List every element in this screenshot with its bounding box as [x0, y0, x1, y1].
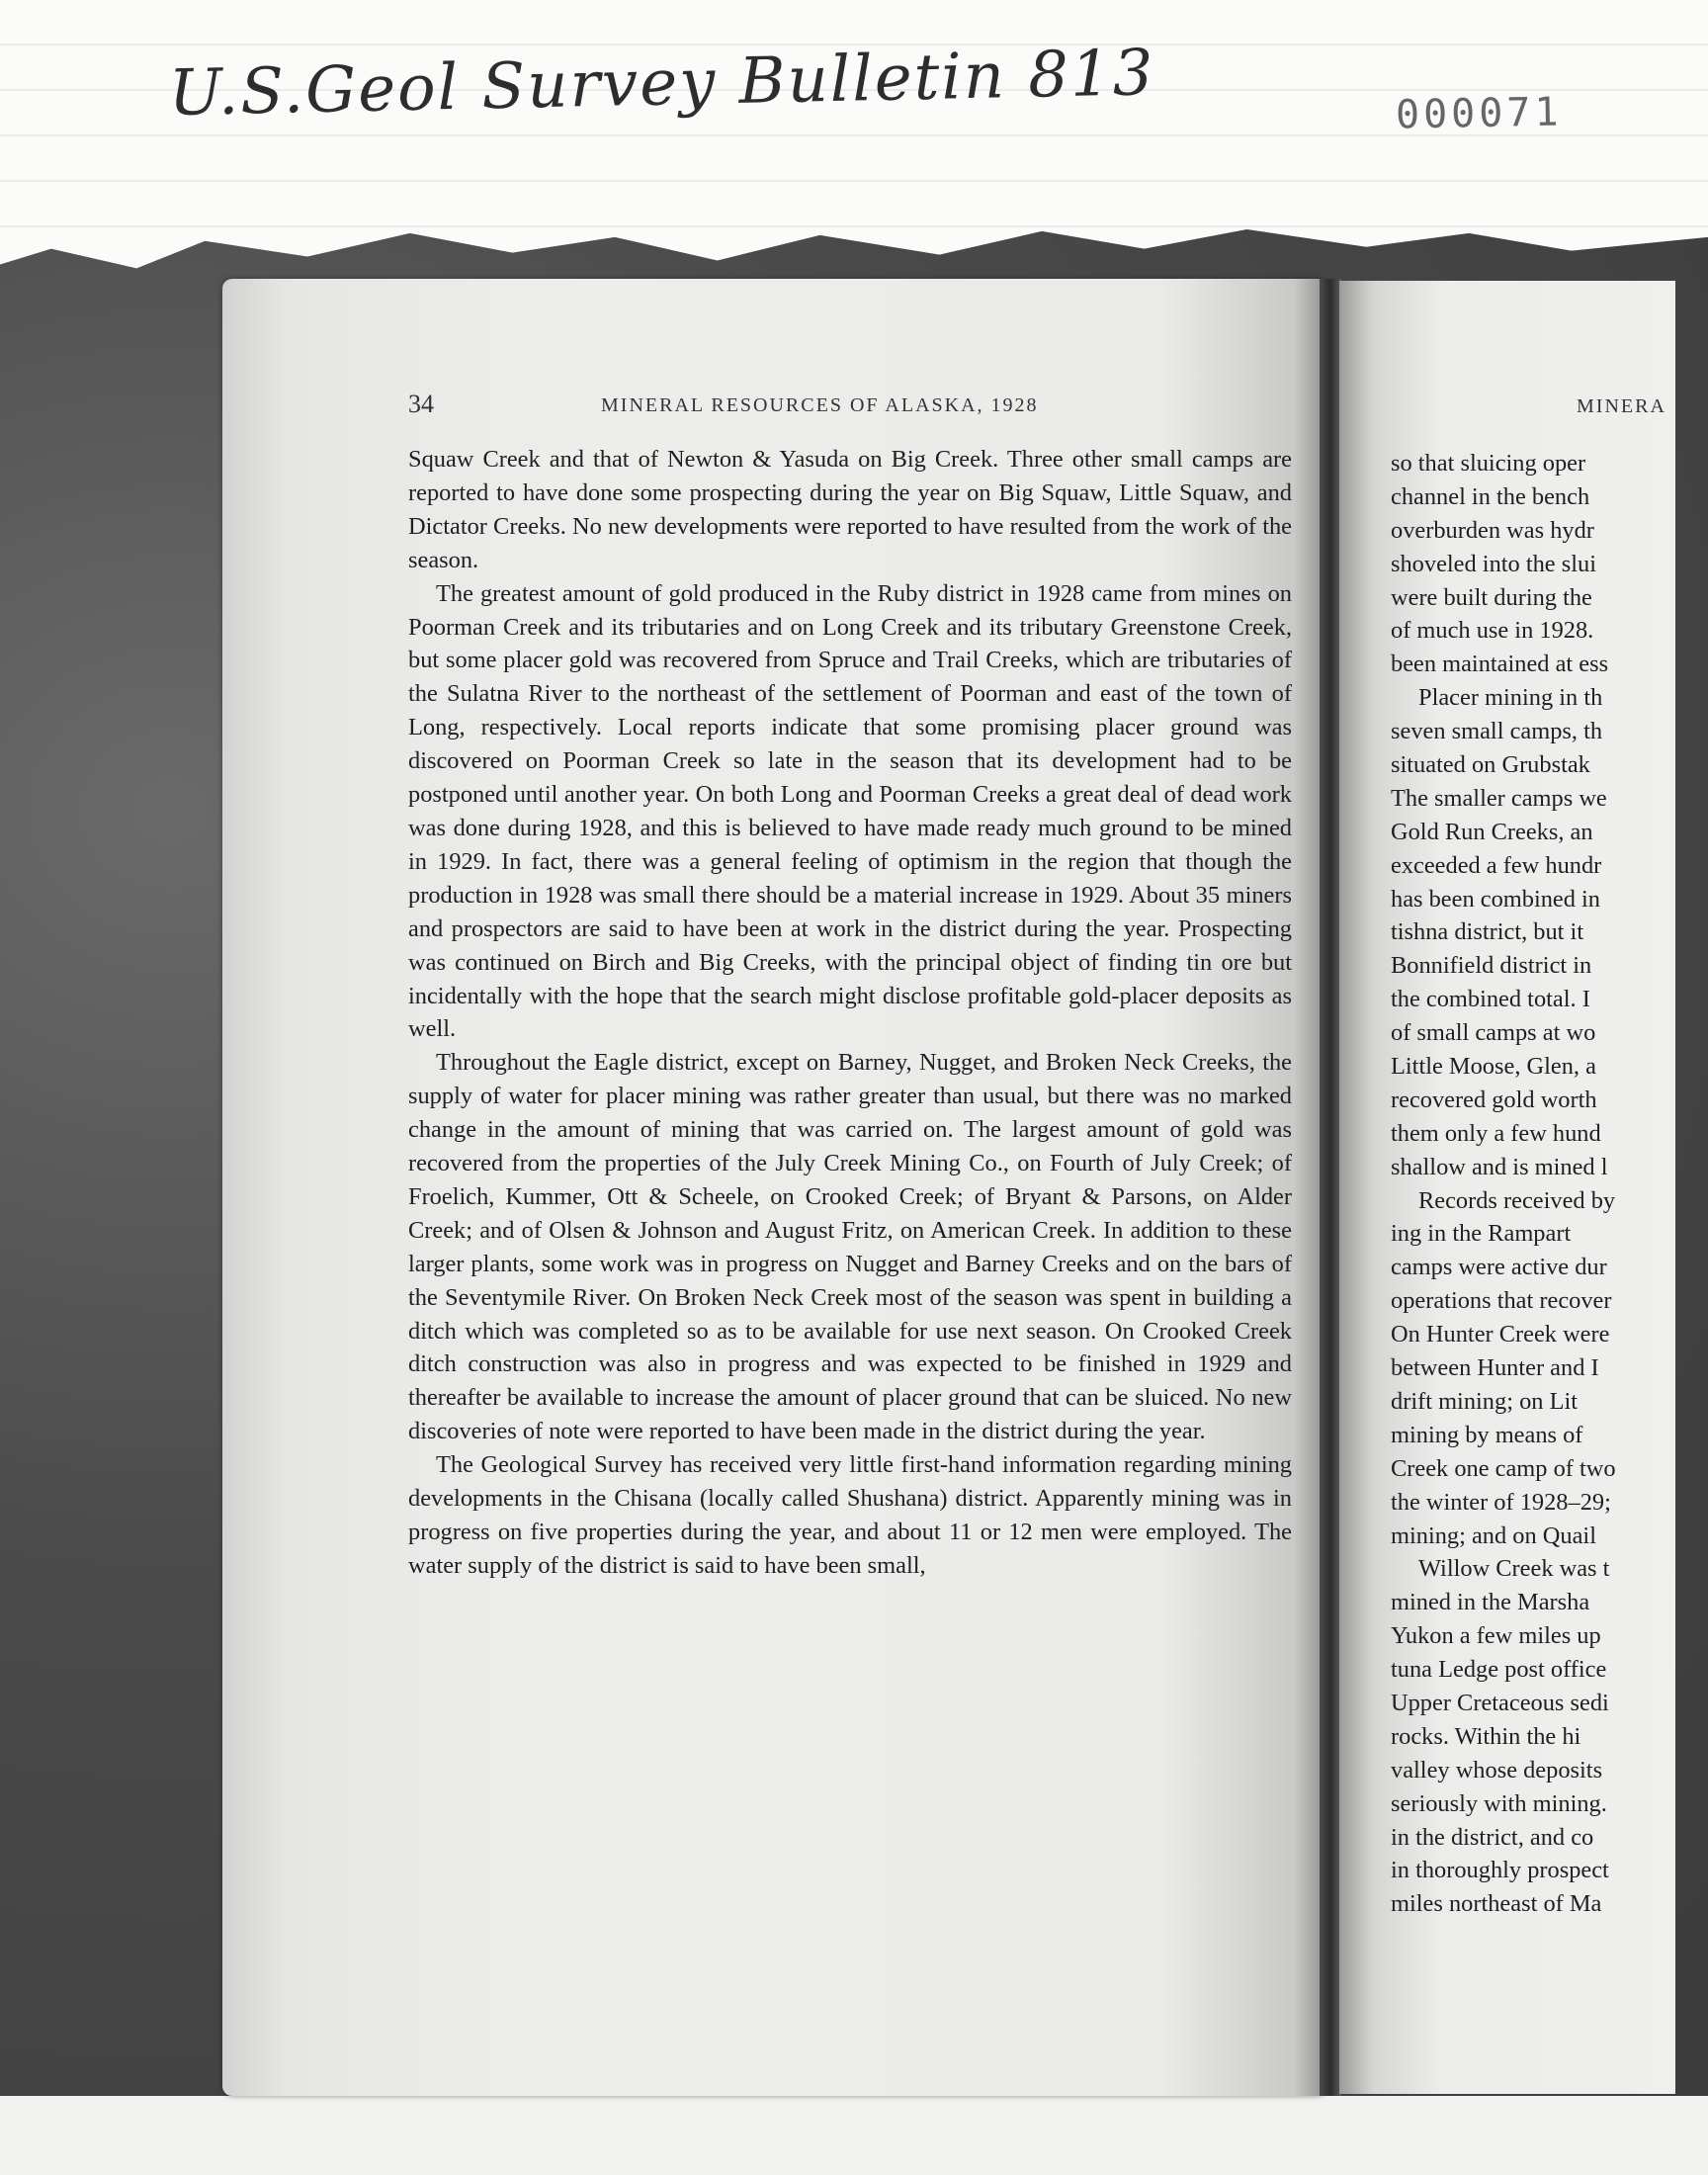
running-head	[408, 390, 1298, 425]
book-gutter	[1320, 279, 1341, 2096]
paragraph: Throughout the Eagle district, except on Barney, Nugget, and Broken Neck Creeks, the supply of water for placer mining was rather greater than usual, but there was no marked change in the amount of mining that was carried on. The largest amount of gold was recovered from the properties of the July Creek Mining Co., on Fourth of July Creek; of Froelich, Kummer, Ott & Scheele, on Crooked Creek; of Bryant & Parsons, on Alder Creek; and of Olsen & Johnson and August Fritz, on American Creek. In addition to these larger plants, some work was in progress on Nugget and Barney Creeks and on the bars of the Seventymile River. On Broken Neck Creek most of the season was spent in building a ditch which was completed so as to be available for use next season. On Crooked Creek ditch construction was also in progress and was expected to be finished in 1929 and thereafter be available to increase the amount of placer ground that can be sluiced. No new discoveries of note were reported to have been made in the district during the year.	[408, 1049, 1292, 1445]
right-page-line: in the district, and co	[1391, 1823, 1594, 1851]
right-page-line: Upper Cretaceous sedi	[1391, 1689, 1609, 1716]
right-page-line: mining; and on Quail	[1391, 1522, 1596, 1549]
right-page-line: Creek one camp of two	[1391, 1454, 1616, 1482]
right-page-line: so that sluicing oper	[1391, 450, 1586, 477]
right-page-line: Records received by	[1418, 1186, 1616, 1214]
right-page-line: Placer mining in th	[1418, 684, 1603, 712]
page-body-text	[408, 443, 1292, 1583]
right-page-line: been maintained at ess	[1391, 651, 1609, 678]
right-page-line: Yukon a few miles up	[1391, 1622, 1601, 1650]
right-page-line: shoveled into the slui	[1391, 550, 1596, 577]
right-page-line: the combined total. I	[1391, 986, 1590, 1013]
right-page-line: drift mining; on Lit	[1391, 1387, 1579, 1415]
right-page-text	[1391, 447, 1675, 1921]
book-page-right	[1339, 281, 1675, 2094]
right-page-line: valley whose deposits	[1391, 1756, 1603, 1784]
right-page-line: mining by means of	[1391, 1421, 1583, 1448]
handwritten-annotation: U.S.Geol Survey Bulletin 813	[168, 37, 1156, 130]
right-page-line: the winter of 1928–29;	[1391, 1488, 1611, 1516]
scan-bottom-band	[0, 2096, 1708, 2175]
paragraph: The greatest amount of gold produced in the Ruby district in 1928 came from mines on Poorman Creek and its tributaries and on Long Creek and its tributary Greenstone Creek, but some placer gold was recovered from Spruce and Trail Creeks, which are tributaries of the Sulatna River to the northeast of the settlement of Poorman and east of the town of Long, respectively. Local reports indicate that some promising placer ground was discovered on Poorman Creek so late in the season that its development had to be postponed until another year. On both Long and Poorman Creeks a great deal of dead work was done during 1928, and this is believed to have made ready much ground to be mined in 1929. In fact, there was a general feeling of optimism in the region that though the production in 1928 was small there should be a material increase in 1929. About 35 miners and prospectors are said to have been at work in the district during the year. Prospecting was continued on Birch and Big Creeks, with the principal object of finding tin ore but incidentally with the hope that the search might disclose profitable gold-placer deposits as well.	[408, 579, 1292, 1043]
right-page-line: ing in the Rampart	[1391, 1220, 1572, 1248]
right-page-line: Little Moose, Glen, a	[1391, 1053, 1596, 1081]
right-page-line: operations that recover	[1391, 1287, 1612, 1315]
running-title: MINERAL RESOURCES OF ALASKA, 1928	[601, 394, 1039, 416]
right-page-line: of much use in 1928.	[1391, 617, 1594, 645]
right-page-line: exceeded a few hundr	[1391, 851, 1602, 879]
right-page-line: were built during the	[1391, 583, 1592, 611]
document-stamp-number: 000071	[1395, 89, 1563, 138]
right-page-line: in thoroughly prospect	[1391, 1857, 1609, 1884]
right-page-line: tuna Ledge post office	[1391, 1656, 1607, 1684]
right-page-line: The smaller camps we	[1391, 784, 1607, 812]
right-page-line: situated on Grubstak	[1391, 751, 1590, 779]
right-page-line: overburden was hydr	[1391, 516, 1594, 544]
right-page-line: tishna district, but it	[1391, 918, 1584, 946]
right-page-line: Gold Run Creeks, an	[1391, 818, 1593, 845]
right-page-line: between Hunter and I	[1391, 1354, 1599, 1382]
right-page-line: recovered gold worth	[1391, 1086, 1597, 1113]
right-page-line: Willow Creek was t	[1418, 1555, 1610, 1583]
right-page-line: camps were active dur	[1391, 1254, 1607, 1281]
right-page-line: miles northeast of Ma	[1391, 1890, 1602, 1918]
right-page-line: channel in the bench	[1391, 482, 1590, 510]
paragraph: The Geological Survey has received very little first-hand information regarding mining developments in the Chisana (locally called Shushana) district. Apparently mining was in progress on five properties during the year, and about 11 or 12 men were employed. The water supply of the district is said to have been small,	[408, 1451, 1292, 1579]
paragraph: Squaw Creek and that of Newton & Yasuda on Big Creek. Three other small camps are reported to have done some prospecting during the year on Big Squaw, Little Squaw, and Dictator Creeks. No new developments were reported to have resulted from the work of the season.	[408, 446, 1292, 573]
right-page-line: has been combined in	[1391, 885, 1601, 913]
page-number: 34	[408, 390, 434, 418]
right-page-line: Bonnifield district in	[1391, 952, 1592, 980]
right-page-line: shallow and is mined l	[1391, 1153, 1608, 1180]
right-page-line: On Hunter Creek were	[1391, 1321, 1610, 1348]
right-page-line: seriously with mining.	[1391, 1789, 1607, 1817]
right-page-line: seven small camps, th	[1391, 718, 1603, 745]
right-page-line: rocks. Within the hi	[1391, 1722, 1581, 1750]
right-running-title: MINERA	[1577, 395, 1666, 417]
right-page-line: them only a few hund	[1391, 1119, 1601, 1147]
right-page-line: of small camps at wo	[1391, 1019, 1596, 1047]
right-page-line: mined in the Marsha	[1391, 1589, 1590, 1616]
